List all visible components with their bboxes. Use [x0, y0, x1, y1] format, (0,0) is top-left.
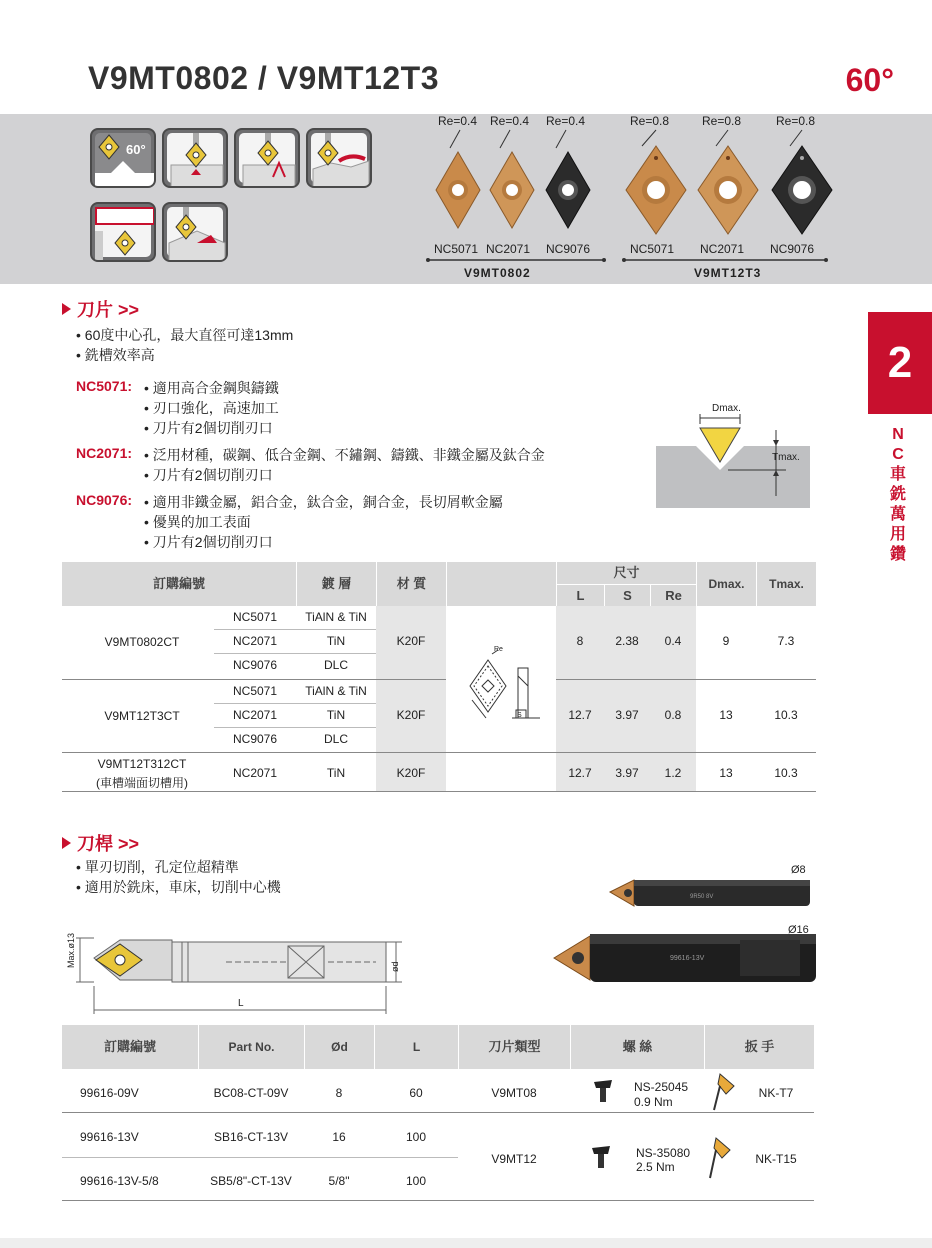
grade-nc9076	[76, 492, 132, 510]
grade-item: 適用高合金鋼與鑄鐵	[152, 380, 279, 396]
grade-item: 刀片有2個切削刃口	[152, 420, 273, 436]
tmax-label: Tmax.	[772, 452, 800, 463]
holder-photo-large	[554, 934, 816, 982]
insert-type-cell: V9MT08	[491, 1086, 537, 1100]
s-cell: 3.97	[615, 708, 639, 722]
footer-band	[0, 1238, 932, 1248]
holder-bullets: • 單刃切削，孔定位超精準 • 適用於銑床，車床，切削中心機	[76, 859, 281, 895]
chapter-tab: 2	[868, 312, 932, 414]
profile-icon	[306, 128, 372, 188]
re-cell: 0.4	[664, 634, 682, 648]
od-label: ød	[390, 961, 400, 972]
wrench-cell: NK-T7	[758, 1086, 794, 1100]
svg-text:99616-13V: 99616-13V	[670, 955, 705, 962]
grade-item: 適用非鐵金屬，鋁合金，鈦合金，銅合金，長切屑軟金屬	[152, 494, 503, 510]
section-arrow-icon	[62, 837, 71, 849]
coating-cell: TiN	[326, 708, 346, 722]
dmax-cell: 13	[719, 766, 733, 780]
grade-item: 刃口強化，高速加工	[152, 400, 279, 416]
material-cell: K20F	[396, 766, 426, 780]
re-cell: 0.8	[664, 708, 682, 722]
insert-nc9076-large	[772, 146, 832, 234]
angle-badge: 60°	[845, 62, 894, 98]
re-label-12t3-2: Re=0.8	[702, 114, 742, 128]
spot-drill-icon	[162, 128, 228, 188]
dmax-label: Dmax.	[712, 403, 741, 414]
model-label-12t3: V9MT12T3	[694, 266, 762, 280]
model-group-lines	[424, 254, 834, 266]
screw-torque-cell: 0.9 Nm	[634, 1095, 673, 1109]
dmax-cell: 9	[722, 634, 730, 648]
part-cell: BC08-CT-09V	[213, 1086, 289, 1100]
part-cell: SB16-CT-13V	[213, 1130, 289, 1144]
th2-part: Part No.	[198, 1025, 304, 1069]
th-order: 訂購編號	[62, 562, 296, 606]
insert-nc5071-large	[626, 146, 686, 234]
th2-screw: 螺 絲	[570, 1025, 704, 1069]
grade-label-12t3-1: NC5071	[630, 242, 675, 256]
length-label: L	[238, 998, 244, 1009]
chamfer-icon	[90, 128, 156, 188]
l-cell: 8	[576, 634, 584, 648]
screw-icon	[592, 1078, 614, 1104]
coating-cell: TiN	[326, 766, 346, 780]
re-label-12t3-3: Re=0.8	[776, 114, 816, 128]
dmax-cell: 13	[719, 708, 733, 722]
max-diameter-label: Max.ø13	[66, 932, 76, 968]
grade-nc5071-items: • 適用高合金鋼與鑄鐵 • 刃口強化，高速加工 • 刀片有2個切削刃口	[144, 380, 279, 436]
grade-name: NC5071:	[76, 378, 133, 394]
tmax-cell: 10.3	[774, 766, 798, 780]
grade-cell: NC2071	[232, 634, 278, 648]
grade-label-0802-3: NC9076	[546, 242, 591, 256]
section-arrow-icon	[62, 303, 71, 315]
wrench-cell: NK-T15	[755, 1152, 797, 1166]
re-label-0802-2: Re=0.4	[490, 114, 530, 128]
th-material: 材 質	[376, 562, 446, 606]
insert-photos	[430, 126, 840, 240]
screw-torque-cell: 2.5 Nm	[636, 1160, 675, 1174]
order-cell: 99616-13V-5/8	[80, 1174, 159, 1188]
s-cell: 3.97	[615, 766, 639, 780]
plunge-icon	[162, 202, 228, 262]
diameter-large-label: Ø16	[788, 924, 809, 936]
grade-nc2071-items: • 泛用材種，碳鋼、低合金鋼、不鏽鋼、鑄鐵、非鐵金屬及鈦合金 • 刀片有2個切削刃口	[144, 447, 545, 483]
insert-nc2071-large	[698, 146, 758, 234]
re-label-0802-1: Re=0.4	[438, 114, 478, 128]
bullet-text: 銑槽效率高	[84, 347, 155, 363]
th-s: S	[604, 585, 650, 606]
holder-photo-small	[610, 880, 810, 906]
th-re: Re	[650, 585, 696, 606]
insert-type-cell: V9MT12	[491, 1152, 537, 1166]
svg-text:9R50 8V: 9R50 8V	[690, 894, 714, 900]
chapter-title: NC車銑萬用鑽	[889, 426, 906, 563]
tmax-cell: 10.3	[774, 708, 798, 722]
th2-l: L	[374, 1025, 458, 1069]
grade-cell: NC5071	[232, 684, 278, 698]
th-size: 尺寸	[556, 562, 696, 584]
bullet-text: 單刃切削，孔定位超精準	[84, 859, 239, 875]
grade-label-12t3-3: NC9076	[770, 242, 815, 256]
od-cell: 8	[335, 1086, 343, 1100]
holder-section-heading	[62, 830, 139, 856]
s-cell: 2.38	[615, 634, 639, 648]
insert-nc2071-small	[490, 152, 534, 228]
re-cell: 1.2	[664, 766, 682, 780]
face-icon	[90, 202, 156, 262]
th2-wrench: 扳 手	[704, 1025, 814, 1069]
th2-insert: 刀片類型	[458, 1025, 570, 1069]
grade-item: 刀片有2個切削刃口	[152, 467, 273, 483]
tmax-cell: 7.3	[777, 634, 795, 648]
order-cell: V9MT0802CT	[104, 635, 180, 649]
bullet-item: • 銑槽效率高	[76, 347, 155, 363]
order-cell: 99616-09V	[80, 1086, 139, 1100]
insert-nc9076-small	[546, 152, 590, 228]
re-label-0802-3: Re=0.4	[546, 114, 586, 128]
diagram-re-label: Re	[494, 646, 503, 653]
l-cell: 100	[405, 1130, 427, 1144]
coating-cell: DLC	[323, 732, 348, 746]
insert-nc5071-small	[436, 152, 480, 228]
screw-code-cell: NS-25045	[634, 1080, 689, 1094]
coating-cell: TiAlN & TiN	[305, 610, 367, 624]
od-cell: 5/8"	[328, 1174, 350, 1188]
holder-heading-text: 刀桿 >>	[77, 834, 140, 854]
coating-cell: TiN	[326, 634, 346, 648]
material-cell: K20F	[396, 708, 426, 722]
holder-photos	[550, 870, 820, 990]
th-diagram	[446, 562, 556, 606]
wrench-icon	[706, 1136, 732, 1180]
th-l: L	[556, 585, 604, 606]
od-cell: 16	[332, 1130, 346, 1144]
groove-icon	[234, 128, 300, 188]
grade-item: 泛用材種，碳鋼、低合金鋼、不鏽鋼、鑄鐵、非鐵金屬及鈦合金	[152, 447, 545, 463]
grade-cell: NC2071	[232, 708, 278, 722]
th2-od: Ød	[304, 1025, 374, 1069]
grade-label-0802-2: NC2071	[486, 242, 531, 256]
l-cell: 100	[405, 1174, 427, 1188]
icon-angle-label: 60°	[126, 142, 146, 157]
grade-label-12t3-2: NC2071	[700, 242, 745, 256]
insert-section-heading	[62, 296, 139, 322]
wrench-icon	[710, 1072, 736, 1112]
l-cell: 60	[409, 1086, 423, 1100]
coating-cell: DLC	[323, 658, 348, 672]
grade-cell: NC9076	[232, 658, 278, 672]
diagram-s-label: S	[517, 712, 522, 719]
order-note-cell: (車槽端面切槽用)	[96, 776, 188, 790]
l-cell: 12.7	[568, 708, 592, 722]
order-cell: V9MT12T312CT	[97, 757, 187, 771]
insert-dimension-diagram	[462, 646, 546, 726]
page-title: V9MT0802 / V9MT12T3	[88, 60, 439, 96]
th-tmax: Tmax.	[756, 562, 816, 606]
l-cell: 12.7	[568, 766, 592, 780]
bullet-text: 60度中心孔，最大直徑可達13mm	[84, 327, 294, 343]
insert-bullets	[76, 325, 293, 365]
material-cell: K20F	[396, 634, 426, 648]
bullet-text: 適用於銑床，車床，切削中心機	[84, 879, 281, 895]
bullet-item: • 60度中心孔，最大直徑可達13mm	[76, 327, 294, 343]
coating-cell: TiAlN & TiN	[305, 684, 367, 698]
grade-nc9076-items: • 適用非鐵金屬，鋁合金，鈦合金，銅合金，長切屑軟金屬 • 優異的加工表面 • 刀片有2個切削刃口	[144, 494, 503, 550]
model-label-0802: V9MT0802	[464, 266, 531, 280]
grade-label-0802-1: NC5071	[434, 242, 479, 256]
grade-cell: NC2071	[232, 766, 278, 780]
grade-name: NC2071:	[76, 445, 133, 461]
grade-name: NC9076:	[76, 492, 133, 508]
th2-order: 訂購編號	[62, 1025, 198, 1069]
re-label-12t3-1: Re=0.8	[630, 114, 670, 128]
order-cell: V9MT12T3CT	[104, 709, 180, 723]
screw-code-cell: NS-35080	[636, 1146, 691, 1160]
grade-nc2071	[76, 445, 132, 463]
th-coating: 鍍 層	[296, 562, 376, 606]
grade-cell: NC9076	[232, 732, 278, 746]
part-cell: SB5/8"-CT-13V	[210, 1174, 292, 1188]
grade-nc5071	[76, 378, 132, 396]
insert-heading-text: 刀片 >>	[77, 300, 140, 320]
grade-item: 刀片有2個切削刃口	[152, 534, 273, 550]
holder-dimension-drawing	[76, 928, 416, 1018]
grade-cell: NC5071	[232, 610, 278, 624]
diameter-small-label: Ø8	[791, 864, 806, 876]
grade-item: 優異的加工表面	[152, 514, 251, 530]
screw-icon	[590, 1144, 612, 1170]
th-dmax: Dmax.	[696, 562, 756, 606]
order-cell: 99616-13V	[80, 1130, 139, 1144]
